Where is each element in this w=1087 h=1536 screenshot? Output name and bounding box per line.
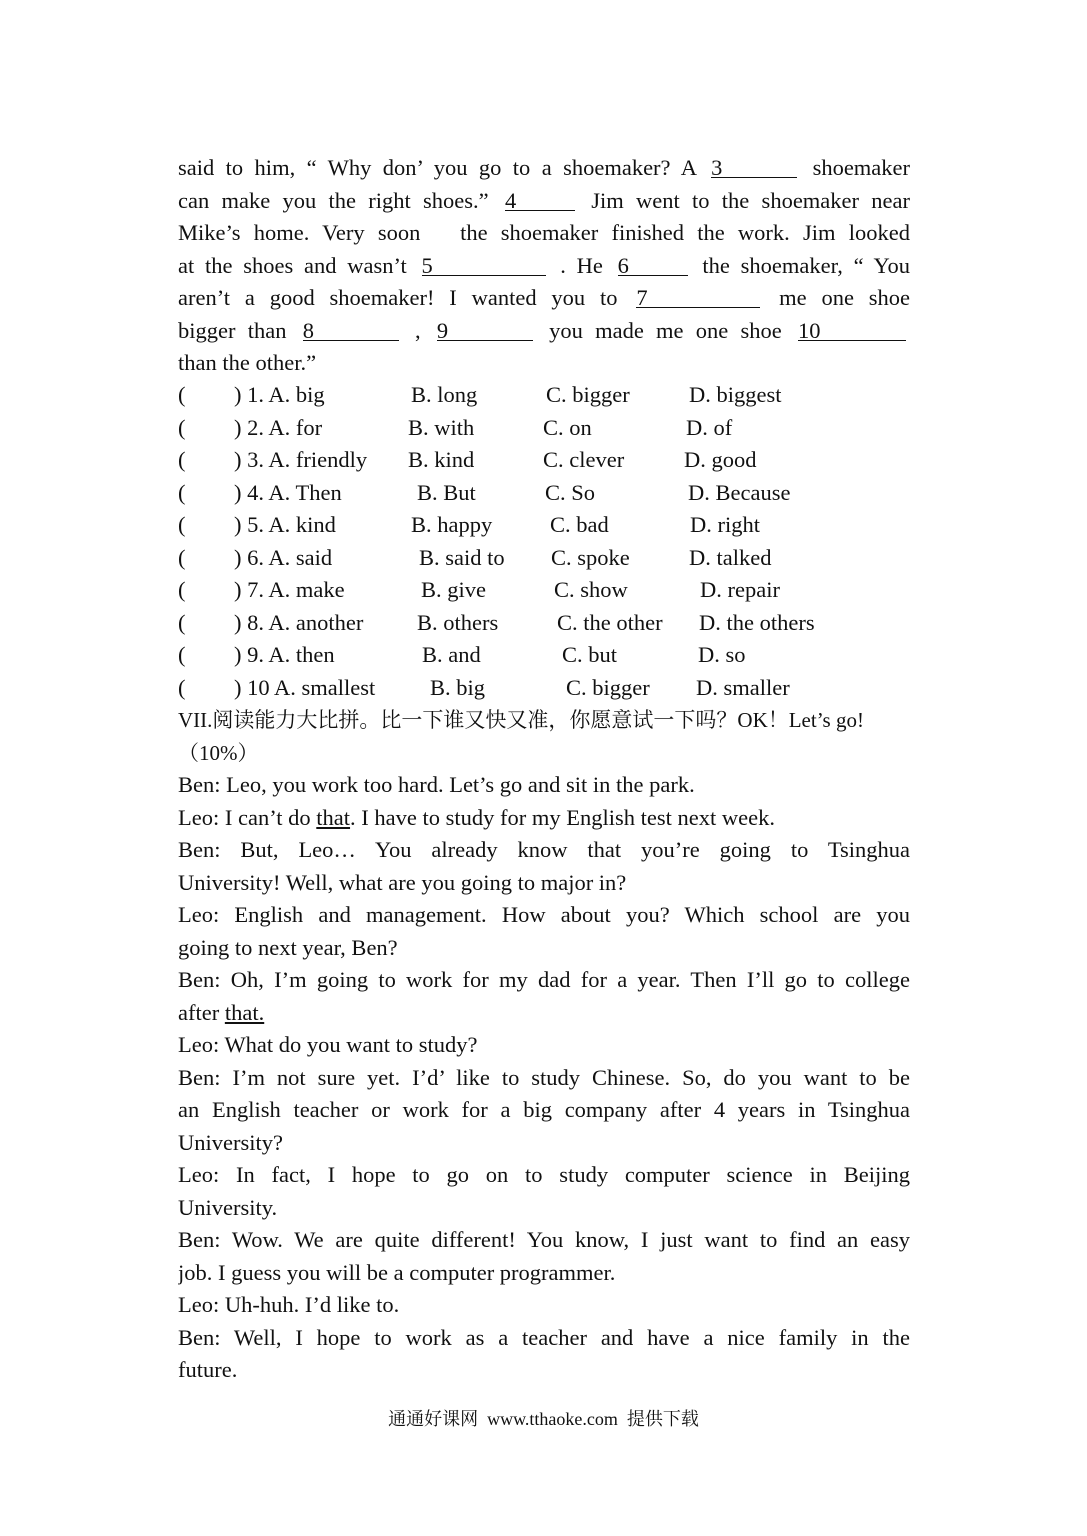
passage-text: at the shoes and wasn’t	[178, 252, 407, 278]
reading-section	[178, 704, 910, 1387]
blank-4: 4	[505, 185, 575, 211]
passage-text: Jim went to the shoemaker near	[591, 187, 910, 213]
option-b: B. long	[411, 382, 478, 407]
option-row	[178, 477, 910, 510]
option-row	[178, 444, 910, 477]
dialogue-line: Ben: Oh, I’m going to work for my dad for a year. Then I’ll go to college	[178, 967, 910, 992]
dialogue-line: Leo: In fact, I hope to go on to study computer science in Beijing	[178, 1162, 910, 1187]
option-c: C. bad	[550, 512, 609, 537]
passage-text: bigger than	[178, 317, 287, 343]
option-a: ) 6. A. said	[234, 544, 333, 570]
option-a: ) 3. A. friendly	[234, 447, 368, 472]
passage-line	[178, 185, 910, 218]
dialogue-line	[178, 802, 910, 835]
option-b: B. big	[430, 674, 486, 700]
dialogue-line: Ben: But, Leo… You already know that you’re going to Tsinghua	[178, 837, 910, 862]
passage-line	[178, 315, 910, 348]
passage-line	[178, 250, 910, 283]
passage-text: you made me one shoe	[549, 317, 782, 343]
dialogue-line: University.	[178, 1194, 278, 1220]
option-a: ) 10 A. smallest	[234, 674, 376, 700]
option-b: B. But	[417, 479, 476, 505]
option-b: B. with	[408, 414, 475, 440]
dialogue-line: going to next year, Ben?	[178, 934, 398, 960]
option-row	[178, 412, 910, 445]
dialogue-line: Leo: English and management. How about you? Which school are you	[178, 902, 910, 927]
passage-line	[178, 152, 910, 185]
option-row	[178, 574, 910, 607]
blank-10: 10	[798, 315, 906, 341]
option-a: ) 8. A. another	[234, 609, 364, 635]
passage-text: the shoemaker, “ You	[702, 252, 910, 278]
option-d: D. smaller	[696, 674, 790, 700]
blank-5: 5	[422, 250, 546, 276]
answer-paren[interactable]: (	[178, 609, 186, 635]
option-row	[178, 509, 910, 542]
option-c: C. bigger	[566, 674, 650, 700]
option-c: C. clever	[543, 447, 625, 472]
answer-paren[interactable]: (	[178, 674, 186, 700]
underlined-word: that.	[224, 999, 265, 1025]
option-c: C. So	[545, 479, 596, 505]
passage-text: me one shoe	[779, 285, 910, 310]
option-b: B. others	[417, 609, 499, 635]
passage-line: Mike’s home. Very soon the shoemaker finished the work. Jim looked	[178, 220, 910, 245]
option-c: C. show	[554, 577, 628, 602]
passage-text: can make you the right shoes.”	[178, 187, 489, 213]
dialogue-line: Leo: What do you want to study?	[178, 1032, 478, 1057]
dialogue-line: Ben: Well, I hope to work as a teacher and have a nice family in the	[178, 1324, 910, 1350]
option-a: ) 1. A. big	[234, 382, 325, 407]
option-row	[178, 379, 910, 412]
option-row	[178, 639, 910, 672]
option-c: C. bigger	[546, 382, 630, 407]
answer-paren[interactable]: (	[178, 642, 186, 667]
option-a: ) 9. A. then	[234, 642, 335, 667]
option-row	[178, 542, 910, 575]
option-a: ) 5. A. kind	[234, 512, 336, 537]
option-a: ) 2. A. for	[234, 414, 323, 440]
dialogue-line: job. I guess you will be a computer programmer.	[178, 1259, 616, 1285]
answer-paren[interactable]: (	[178, 447, 186, 472]
option-b: B. kind	[408, 447, 475, 472]
blank-6: 6	[618, 250, 688, 276]
option-c: C. the other	[557, 609, 663, 635]
passage-text: ,	[414, 317, 421, 343]
option-d: D. Because	[688, 479, 791, 505]
dialogue-text: . I have to study for my English test next week.	[350, 804, 775, 830]
answer-paren[interactable]: (	[178, 382, 186, 407]
option-d: D. of	[686, 414, 733, 440]
option-d: D. talked	[689, 544, 772, 570]
option-row	[178, 607, 910, 640]
option-b: B. give	[421, 577, 486, 602]
dialogue-line: Ben: I’m not sure yet. I’d’ like to study Chinese. So, do you want to be	[178, 1064, 910, 1090]
dialogue-line: University?	[178, 1129, 283, 1155]
option-d: D. repair	[700, 577, 780, 602]
passage-text: . He	[560, 252, 603, 278]
option-a: ) 7. A. make	[234, 577, 345, 602]
option-c: C. on	[543, 414, 592, 440]
option-row	[178, 672, 910, 705]
page-footer: 通通好课网 www.tthaoke.com 提供下载	[388, 1409, 699, 1429]
passage-line: than the other.”	[178, 350, 317, 375]
option-c: C. but	[562, 642, 618, 667]
dialogue-text: after	[178, 999, 225, 1025]
answer-options	[178, 379, 910, 704]
passage-text: said to him, “ Why don’ you go to a shoemaker? A	[178, 155, 696, 180]
option-d: D. right	[690, 512, 760, 537]
dialogue-text: Leo: I can’t do	[178, 804, 317, 830]
blank-7: 7	[636, 282, 760, 308]
answer-paren[interactable]: (	[178, 544, 186, 570]
option-c: C. spoke	[551, 544, 630, 570]
option-b: B. and	[422, 642, 481, 667]
option-d: D. good	[684, 447, 757, 472]
passage-text: shoemaker	[812, 155, 910, 180]
option-d: D. the others	[699, 609, 815, 635]
blank-8: 8	[303, 315, 399, 341]
cloze-passage	[178, 152, 910, 380]
blank-9: 9	[437, 315, 533, 341]
dialogue-line: Leo: Uh-huh. I’d like to.	[178, 1292, 400, 1317]
option-b: B. said to	[419, 544, 505, 570]
option-d: D. so	[698, 642, 746, 667]
dialogue-line	[178, 997, 910, 1030]
option-d: D. biggest	[689, 382, 782, 407]
blank-3: 3	[711, 152, 797, 178]
underlined-word: that	[316, 804, 351, 830]
section-score: （10%）	[178, 740, 259, 765]
passage-text: aren’t a good shoemaker! I wanted you to	[178, 285, 618, 310]
answer-paren[interactable]: (	[178, 414, 186, 440]
dialogue-line: an English teacher or work for a big company after 4 years in Tsinghua	[178, 1097, 910, 1122]
passage-line	[178, 282, 910, 315]
option-b: B. happy	[411, 512, 493, 537]
answer-paren[interactable]: (	[178, 479, 186, 505]
dialogue-line: Ben: Leo, you work too hard. Let’s go and sit in the park.	[178, 772, 695, 797]
dialogue-line: Ben: Wow. We are quite different! You know, I just want to find an easy	[178, 1227, 910, 1252]
dialogue-line: University! Well, what are you going to major in?	[178, 869, 627, 895]
section-heading: VII.阅读能力大比拼。比一下谁又快又准，你愿意试一下吗？OK！Let’s go!	[178, 708, 864, 732]
dialogue-line: future.	[178, 1357, 238, 1382]
answer-paren[interactable]: (	[178, 577, 186, 602]
answer-paren[interactable]: (	[178, 512, 186, 537]
option-a: ) 4. A. Then	[234, 479, 342, 505]
